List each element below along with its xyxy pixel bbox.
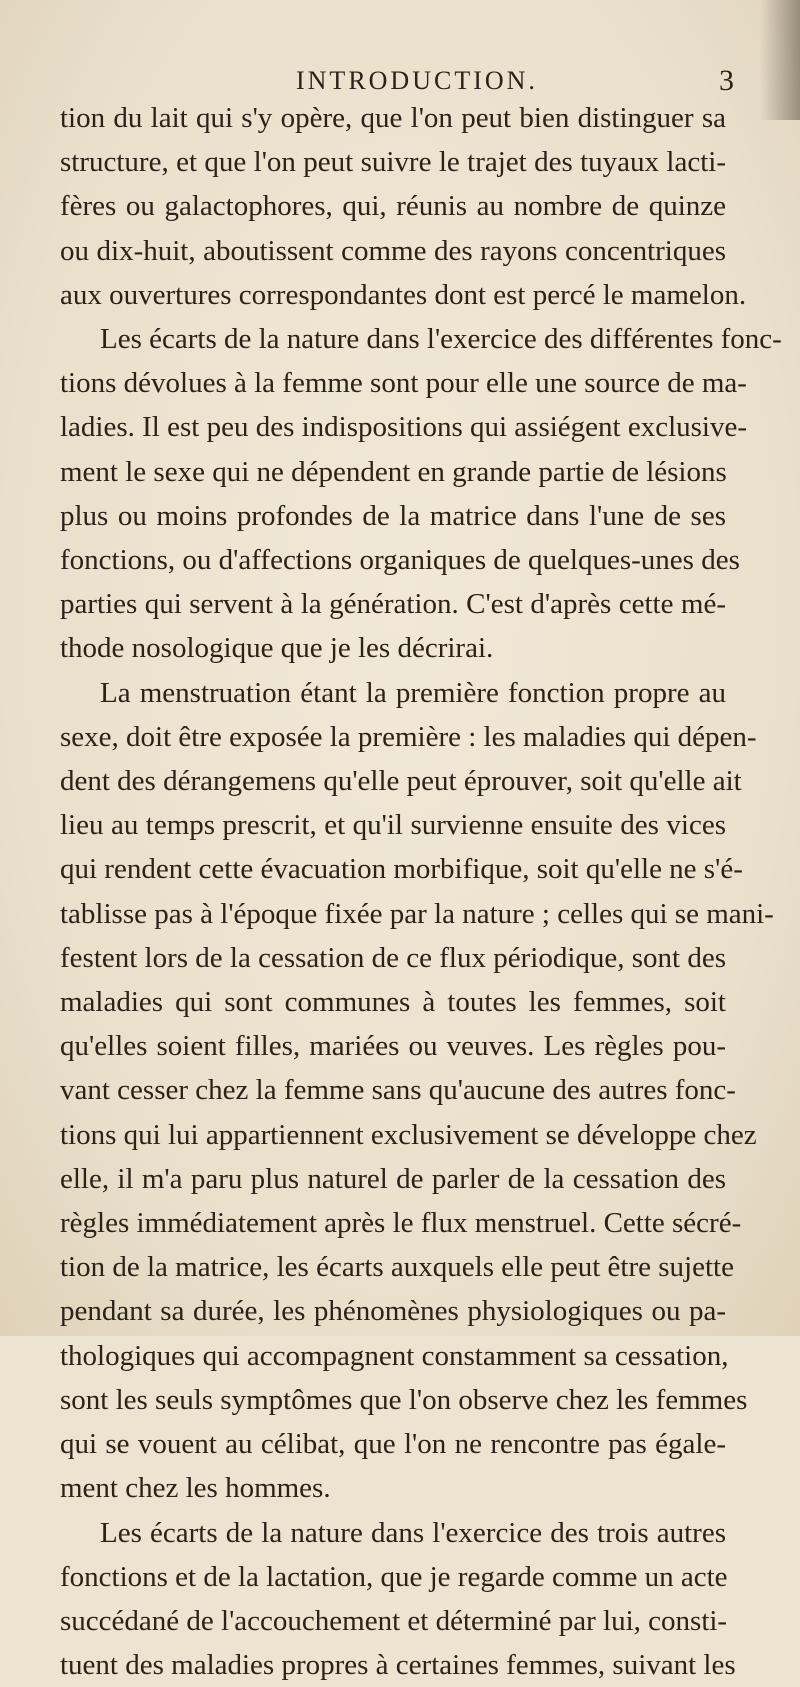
paragraph-start-line: Les écarts de la nature dans l'exercice des trois autres (100, 1516, 726, 1549)
text-line: thologiques qui accompagnent constamment sa cessation, (60, 1339, 729, 1372)
running-header (60, 66, 740, 100)
text-line: fonctions, ou d'affections organiques de quelques-unes des (60, 544, 740, 577)
text-line: sont les seuls symptômes que l'on observe chez les femmes (60, 1383, 748, 1416)
text-line: fères ou galactophores, qui, réunis au nombre de quinze (60, 190, 726, 223)
paragraph-start-line: La menstruation étant la première fonction propre au (100, 676, 726, 709)
text-line: ment chez les hommes. (60, 1472, 331, 1505)
text-line: thode nosologique que je les décrirai. (60, 632, 494, 665)
text-line: qu'elles soient filles, mariées ou veuves. Les règles pou- (60, 1030, 726, 1063)
text-line: dent des dérangemens qu'elle peut éprouver, soit qu'elle ait (60, 765, 742, 798)
text-line: parties qui servent à la génération. C'est d'après cette mé- (60, 588, 726, 621)
page-edge-shadow (760, 0, 800, 120)
text-line: succédané de l'accouchement et déterminé par lui, consti- (60, 1604, 728, 1637)
text-line: ou dix-huit, aboutissent comme des rayons concentriques (60, 234, 726, 267)
text-line: elle, il m'a paru plus naturel de parler de la cessation des (60, 1162, 726, 1195)
text-line: qui se vouent au célibat, que l'on ne rencontre pas égale- (60, 1428, 726, 1461)
text-line: sexe, doit être exposée la première : les maladies qui dépen- (60, 720, 757, 753)
text-line: lieu au temps prescrit, et qu'il survienne ensuite des vices (60, 809, 726, 842)
text-line: tions dévolues à la femme sont pour elle une source de ma- (60, 367, 747, 400)
text-line: pendant sa durée, les phénomènes physiologiques ou pa- (60, 1295, 726, 1328)
text-line: qui rendent cette évacuation morbifique, soit qu'elle ne s'é- (60, 853, 743, 886)
page-number: 3 (719, 64, 734, 97)
paragraph-start-line: Les écarts de la nature dans l'exercice des différentes fonc- (100, 323, 782, 356)
text-line: tablisse pas à l'époque fixée par la nature ; celles qui se mani- (60, 897, 774, 930)
body-text (60, 96, 782, 1687)
text-line: maladies qui sont communes à toutes les femmes, soit (60, 986, 726, 1019)
text-line: tion de la matrice, les écarts auxquels elle peut être sujette (60, 1251, 734, 1284)
text-line: tuent des maladies propres à certaines femmes, suivant les (60, 1649, 736, 1682)
text-line: aux ouvertures correspondantes dont est percé le mamelon. (60, 278, 747, 311)
text-line: tions qui lui appartiennent exclusivement se développe chez (60, 1118, 757, 1151)
text-line: ladies. Il est peu des indispositions qui assiégent exclusive- (60, 411, 748, 444)
text-line: ment le sexe qui ne dépendent en grande partie de lésions (60, 455, 727, 488)
text-line: plus ou moins profondes de la matrice dans l'une de ses (60, 499, 726, 532)
running-title: INTRODUCTION. (296, 66, 538, 95)
text-line: festent lors de la cessation de ce flux périodique, sont des (60, 941, 726, 974)
text-line: vant cesser chez la femme sans qu'aucune des autres fonc- (60, 1074, 736, 1107)
text-line: structure, et que l'on peut suivre le trajet des tuyaux lacti- (60, 146, 726, 179)
text-line: règles immédiatement après le flux menstruel. Cette sécré- (60, 1207, 742, 1240)
text-line: tion du lait qui s'y opère, que l'on peut bien distinguer sa (60, 102, 726, 134)
text-line: fonctions et de la lactation, que je regarde comme un acte (60, 1560, 728, 1593)
